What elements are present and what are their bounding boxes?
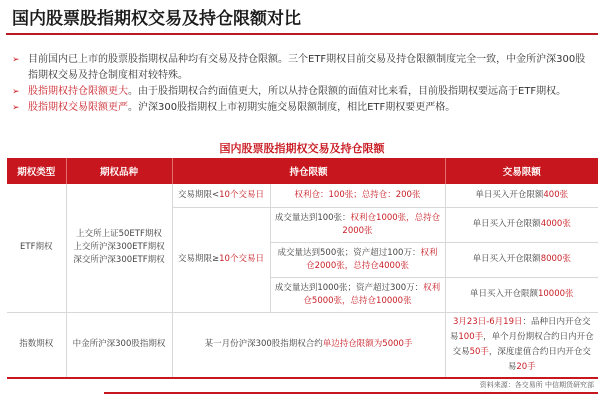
- bullet-text: 目前国内已上市的股票股指期权品种均有交易及持仓限额。三个ETF期权目前交易及持仓限额制度完全一致，中金所沪深300股指期权交易及持仓制度相对较特殊。: [28, 54, 586, 81]
- bullet-text: 。由于股指期权合约面值更大，所以从持仓限额的面值对比来看，目前股指期权要远高于ETF期权。: [128, 86, 567, 97]
- table-title: 国内股票股指期权交易及持仓限额: [219, 142, 385, 155]
- cell-period-long: [172, 207, 270, 312]
- title-divider: [6, 33, 598, 35]
- period-value: 10个交易日: [219, 254, 264, 264]
- position-value: 权利仓1000张，总持仓2000张: [342, 212, 441, 236]
- cell-etf-type: ETF期权: [7, 184, 66, 312]
- trade-date: 3月23日-6月19日: [452, 316, 523, 327]
- bullet-item: [12, 52, 592, 84]
- cell-position: [270, 277, 445, 312]
- variety-line: 上交所上证50ETF期权: [76, 229, 162, 240]
- cell-index-position: [172, 312, 445, 378]
- table-row: [7, 184, 598, 207]
- position-value: 单边持仓限额为5000手: [322, 339, 413, 349]
- trade-prefix: 单日买入开仓限额: [475, 189, 544, 200]
- cell-index-type: 指数期权: [7, 312, 66, 378]
- position-value: 权利仓2000张，总持仓4000张: [306, 247, 438, 271]
- cell-position: [270, 242, 445, 277]
- position-prefix: 某一月份沪深300股指期权合约: [204, 339, 323, 349]
- header-option-type: 期权类型: [7, 158, 66, 184]
- trade-prefix: 单日买入开仓限额: [469, 289, 538, 299]
- period-label: 交易期限<: [178, 189, 220, 200]
- arrow-bullet-icon: ➢: [12, 87, 20, 97]
- trade-value: 50手: [469, 346, 489, 357]
- trade-text: ，深度虚值合约日内开仓交易: [488, 346, 591, 372]
- position-prefix: 成交量达到1000张；资产超过300万：: [274, 282, 424, 293]
- table-header-row: [7, 158, 598, 184]
- trade-value: 8000张: [540, 254, 571, 264]
- cell-index-variety: 中金所沪深300股指期权: [66, 312, 172, 378]
- trade-value: 4000张: [540, 219, 571, 229]
- position-prefix: 成交量达到500张；资产超过100万：: [277, 247, 421, 258]
- bullet-item: [12, 84, 592, 100]
- trade-text: ：品种日内开仓交易: [449, 316, 591, 342]
- bullet-highlight: 股指期权持仓限额更大: [28, 86, 128, 97]
- source-note: 资料来源：各交易所 中信期货研究部: [479, 381, 594, 389]
- header-position-limit: 持仓限额: [172, 158, 445, 184]
- header-trade-limit: 交易限额: [445, 158, 598, 184]
- cell-position: [270, 207, 445, 242]
- bullet-highlight: 股指期权交易限额更严: [28, 102, 128, 113]
- arrow-bullet-icon: ➢: [12, 55, 20, 65]
- trade-text: ，单个月份期权合约日内开仓交易: [452, 331, 594, 357]
- page-title: 国内股票股指期权交易及持仓限额对比: [12, 9, 301, 29]
- cell-trade: [445, 184, 598, 207]
- header-option-variety: 期权品种: [66, 158, 172, 184]
- trade-prefix: 单日买入开仓限额: [472, 254, 541, 264]
- bullet-item: [12, 100, 592, 116]
- trade-value: 400张: [543, 189, 569, 200]
- limits-table: [7, 158, 598, 379]
- table-row: [7, 312, 598, 378]
- position-value: 权利仓5000张，总持仓10000张: [303, 282, 441, 306]
- footer-divider: [104, 392, 598, 394]
- period-value: 10个交易日: [219, 189, 264, 200]
- cell-trade: [445, 277, 598, 312]
- cell-trade: [445, 207, 598, 242]
- trade-value: 100手: [458, 331, 484, 342]
- period-label: 交易期限≥: [178, 254, 220, 264]
- arrow-bullet-icon: ➢: [12, 103, 20, 113]
- cell-index-trade: [445, 312, 598, 378]
- bullet-list: [12, 52, 592, 116]
- variety-line: 深交所沪深300ETF期权: [73, 255, 165, 266]
- trade-value: 10000张: [537, 289, 574, 299]
- position-prefix: 成交量达到100张：: [274, 212, 351, 223]
- cell-period-short: [172, 184, 270, 207]
- trade-value: 20手: [516, 361, 536, 372]
- cell-etf-varieties: [66, 184, 172, 312]
- cell-trade: [445, 242, 598, 277]
- bullet-text: 。沪深300股指期权上市初期实施交易限额制度，相比ETF期权要更严格。: [128, 102, 456, 113]
- trade-prefix: 单日买入开仓限额: [472, 219, 541, 229]
- cell-position: 权利仓：100张；总持仓：200张: [270, 184, 445, 207]
- variety-line: 上交所沪深300ETF期权: [73, 242, 165, 253]
